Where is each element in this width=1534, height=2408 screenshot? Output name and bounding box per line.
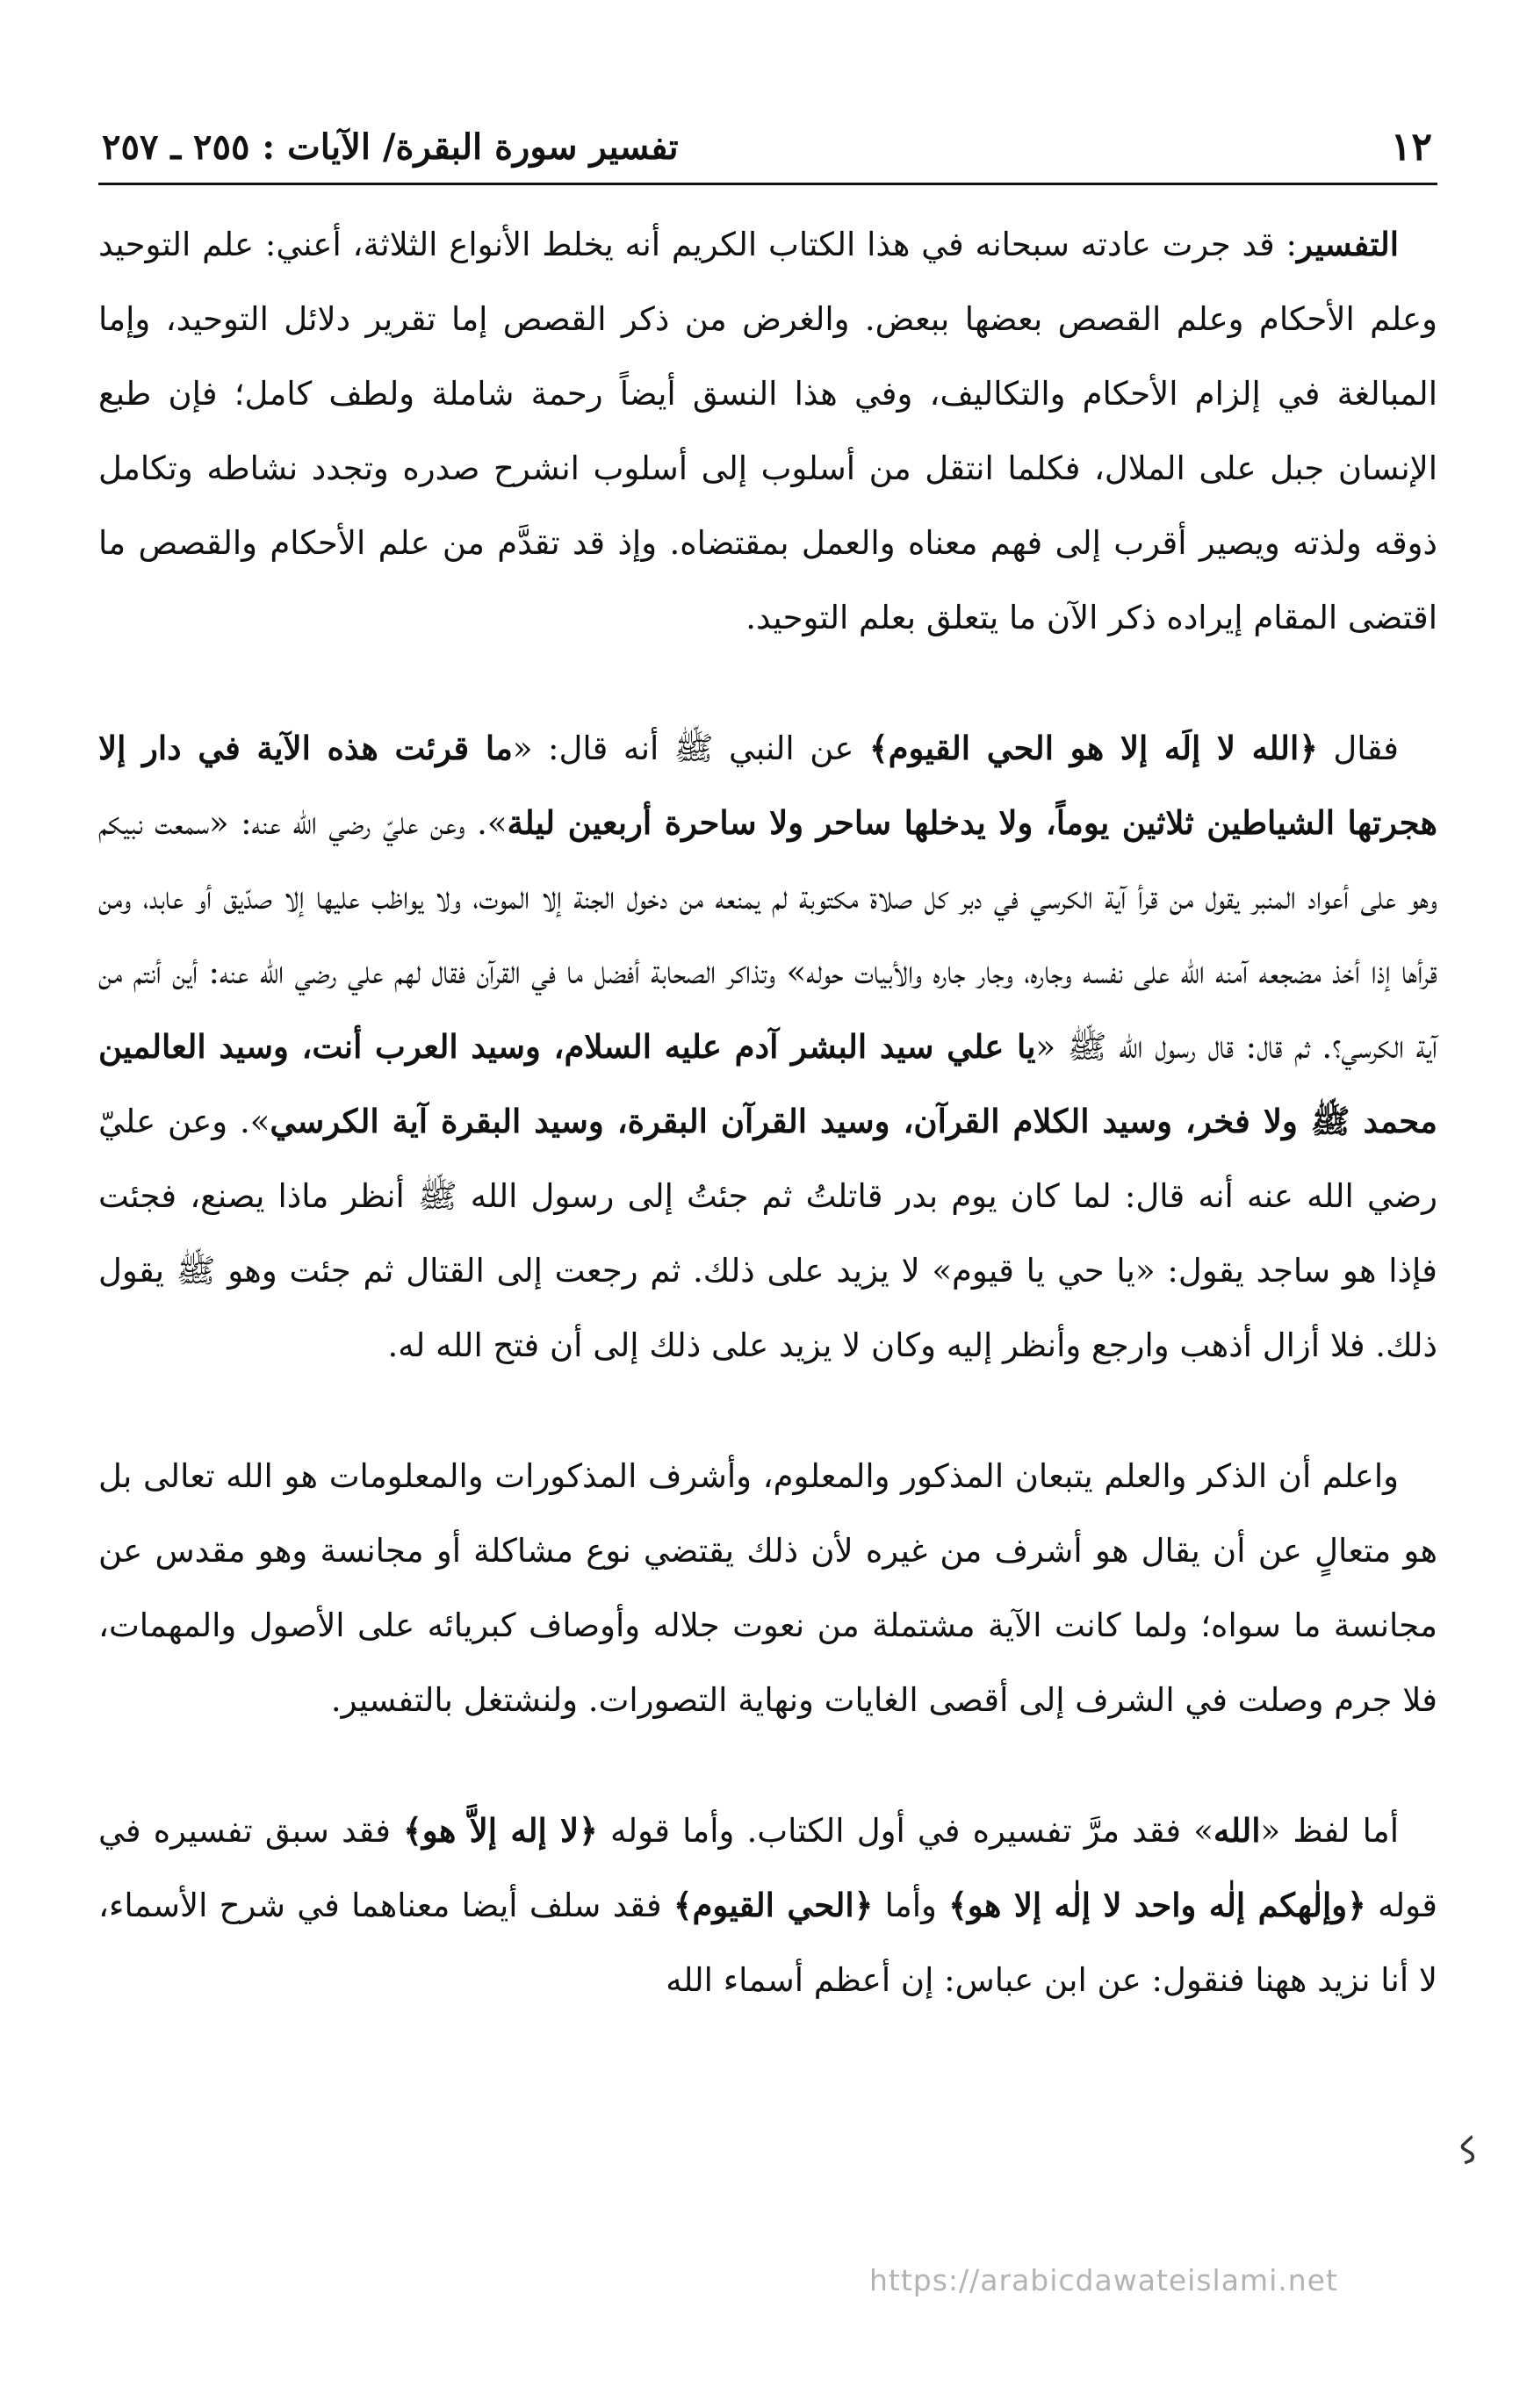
page-number: ١٢	[1390, 125, 1432, 169]
hadith-quote: ما قرئت هذه الآية في دار إلا هجرتها الشياطين ثلاثين يوماً، ولا يدخلها ساحر ولا ساحرة أربعين ليلة	[98, 729, 1437, 842]
paragraph-text: واعلم أن الذكر والعلم يتبعان المذكور والمعلوم، وأشرف المذكورات والمعلومات هو الله تعالى بل هو متعالٍ عن أن يقال هو أشرف من غيره لأن ذلك يقتضي نوع مشاكلة أو مجانسة وهو مقدس عن مجانسة ما سواه؛ ولما كانت الآية مشتملة من نعوت جلاله وأوصاف كبريائه على الأصول والمهمات، فلا جرم وصلت في الشرف إلى أقصى الغايات ونهاية التصورات. ولنشتغل بالتفسير.	[98, 1457, 1437, 1719]
quran-verse: ﴿وإلٰهكم إلٰه واحد لا إلٰه إلا هو﴾	[948, 1886, 1366, 1924]
paragraph-text: عن النبي ﷺ أنه قال: «	[512, 730, 869, 767]
paragraph-text: أما لفظ «	[1260, 1812, 1399, 1850]
paragraph-tafsir-intro	[98, 207, 1437, 655]
paragraph-text: : قد جرت عادته سبحانه في هذا الكتاب الكريم أنه يخلط الأنواع الثلاثة، أعني: علم التوحيد وعلم الأحكام وعلم القصص بعضها ببعض. والغرض من ذكر القصص إما تقرير دلائل التوحيد، وإما المبالغة في إلزام الأحكام والتكاليف، وفي هذا النسق أيضاً رحمة شاملة ولطف كامل؛ فإن طبع الإنسان جبل على الملال، فكلما انتقل من أسلوب إلى أسلوب انشرح صدره وتجدد نشاطه وتكامل ذوقه ولذته ويصير أقرب إلى فهم معناه والعمل بمقتضاه. وإذ قد تقدَّم من علم الأحكام والقصص ما اقتضى المقام إيراده ذكر الآن ما يتعلق بعلم التوحيد.	[98, 226, 1437, 636]
paragraph-ayat-al-kursi-virtues	[98, 711, 1437, 1383]
quran-verse: ﴿لا إله إلاَّ هو﴾	[403, 1811, 598, 1850]
watermark-url: https://arabicdawateislami.net	[869, 2263, 1338, 2297]
paragraph-dhikr-knowledge	[98, 1439, 1437, 1737]
paragraph-name-of-allah	[98, 1793, 1437, 2017]
paragraph-text: » فقد مرَّ تفسيره في أول الكتاب. وأما قوله	[597, 1812, 1214, 1850]
paragraph-text: ». وعن عليّ رضي الله عنه: «سمعت نبيكم وهو على أعواد المنبر يقول من قرأ آية الكرسي في دبر كل صلاة مكتوبة لم يمنعه من دخول الجنة إلا الموت، ولا يواظب عليها إلا صدّيق أو عابد، ومن قرأها إذا أخذ مضجعه آمنه الله على نفسه وجاره، وجار جاره والأبيات حوله» وتذاكر الصحابة أفضل ما في القرآن فقال لهم علي رضي الله عنه: أين أنتم من آية الكرسي؟. ثم قال: قال رسول الله ﷺ «	[98, 804, 1437, 1066]
quran-verse: ﴿الحي القيوم﴾	[673, 1886, 874, 1924]
quran-verse: ﴿الله لا إلَه إلا هو الحي القيوم﴾	[868, 729, 1318, 767]
divine-name: الله	[1213, 1811, 1261, 1850]
page-header	[98, 119, 1437, 185]
running-title: تفسير سورة البقرة/ الآيات : ٢٥٥ ـ ٢٥٧	[102, 126, 679, 168]
tafsir-label: التفسير	[1296, 225, 1399, 263]
paragraph-text: فقد سلف أيضا معناهما في شرح الأسماء، لا أنا نزيد ههنا فنقول: عن ابن عباس: إن أعظم أسماء الله	[98, 1887, 1437, 1999]
paragraph-text: فقد سبق تفسيره في قوله	[98, 1812, 1437, 1924]
paragraph-text: ». وعن عليّ رضي الله عنه أنه قال: لما كان يوم بدر قاتلتُ ثم جئتُ إلى رسول الله ﷺ أنظر ماذا يصنع، فجئت فإذا هو ساجد يقول: «يا حي يا قيوم» لا يزيد على ذلك. ثم رجعت إلى القتال ثم جئت وهو ﷺ يقول ذلك. فلا أزال أذهب وارجع وأنظر إليه وكان لا يزيد على ذلك إلى أن فتح الله له.	[98, 1103, 1437, 1364]
body-text	[98, 207, 1437, 2017]
handwritten-margin-mark: ﻛ	[1455, 2130, 1484, 2172]
hadith-quote: يا علي سيد البشر آدم عليه السلام، وسيد العرب أنت، وسيد العالمين محمد ﷺ ولا فخر، وسيد الكلام القرآن، وسيد القرآن البقرة، وسيد البقرة آية الكرسي	[98, 1027, 1437, 1140]
paragraph-text: فقال	[1317, 730, 1399, 767]
paragraph-text: وأما	[873, 1887, 949, 1924]
